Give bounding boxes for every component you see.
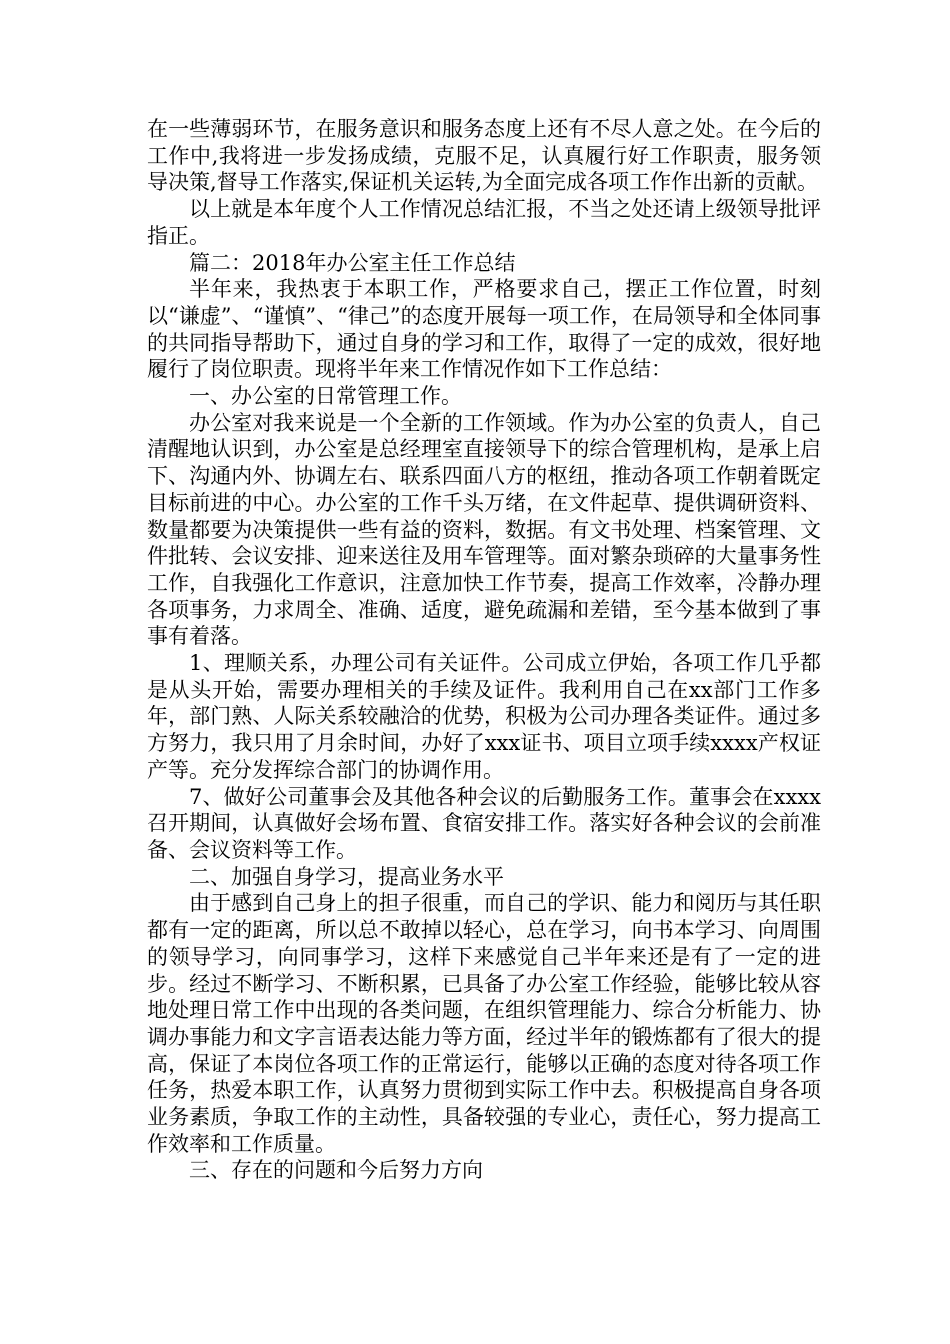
paragraph-closing: 以上就是本年度个人工作情况总结汇报，不当之处还请上级领导批评指正。: [147, 197, 821, 248]
paragraph-item-1: 1、理顺关系，办理公司有关证件。公司成立伊始，各项工作几乎都是从头开始，需要办理相关的手续及证件。我利用自己在xx部门工作多年，部门熟、人际关系较融洽的优势，积极为公司办理各类证件。通过多方努力，我只用了月余时间，办好了xxx证书、项目立项手续xxxx产权证产等。充分发挥综合部门的协调作用。: [147, 651, 821, 782]
paragraph-continuation: 在一些薄弱环节，在服务意识和服务态度上还有不尽人意之处。在今后的工作中,我将进一步发扬成绩，克服不足，认真履行好工作职责，服务领导决策,督导工作落实,保证机关运转,为全面完成各项工作作出新的贡献。: [147, 117, 821, 195]
section-title: 篇二：2018年办公室主任工作总结: [189, 250, 516, 275]
heading-section-1: 一、办公室的日常管理工作。: [189, 384, 462, 409]
paragraph-intro: 半年来，我热衷于本职工作，严格要求自己，摆正工作位置，时刻以“谦虚”、“谨慎”、“律己”的态度开展每一项工作，在局领导和全体同事的共同指导帮助下，通过自身的学习和工作，取得了一定的成效，很好地履行了岗位职责。现将半年来工作情况作如下工作总结：: [147, 277, 821, 382]
paragraph-item-7: 7、做好公司董事会及其他各种会议的后勤服务工作。董事会在xxxx召开期间，认真做好会场布置、食宿安排工作。落实好各种会议的会前准备、会议资料等工作。: [147, 784, 821, 862]
document-page: [147, 116, 821, 1184]
heading-section-3: 三、存在的问题和今后努力方向: [189, 1158, 483, 1183]
paragraph-self-study: 由于感到自己身上的担子很重，而自己的学识、能力和阅历与其任职都有一定的距离，所以总不敢掉以轻心，总在学习，向书本学习、向周围的领导学习，向同事学习，这样下来感觉自己半年来还是有了一定的进步。经过不断学习、不断积累，已具备了办公室工作经验，能够比较从容地处理日常工作中出现的各类问题，在组织管理能力、综合分析能力、协调办事能力和文字言语表达能力等方面，经过半年的锻炼都有了很大的提高，保证了本岗位各项工作的正常运行，能够以正确的态度对待各项工作任务，热爱本职工作，认真努力贯彻到实际工作中去。积极提高自身各项业务素质，争取工作的主动性，具备较强的专业心，责任心，努力提高工作效率和工作质量。: [147, 891, 821, 1156]
heading-section-2: 二、加强自身学习，提高业务水平: [189, 864, 504, 889]
paragraph-office-role: 办公室对我来说是一个全新的工作领域。作为办公室的负责人，自己清醒地认识到，办公室是总经理室直接领导下的综合管理机构，是承上启下、沟通内外、协调左右、联系四面八方的枢纽，推动各项工作朝着既定目标前进的中心。办公室的工作千头万绪，在文件起草、提供调研资料、数量都要为决策提供一些有益的资料，数据。有文书处理、档案管理、文件批转、会议安排、迎来送往及用车管理等。面对繁杂琐碎的大量事务性工作，自我强化工作意识，注意加快工作节奏，提高工作效率，冷静办理各项事务，力求周全、准确、适度，避免疏漏和差错，至今基本做到了事事有着落。: [147, 410, 821, 649]
